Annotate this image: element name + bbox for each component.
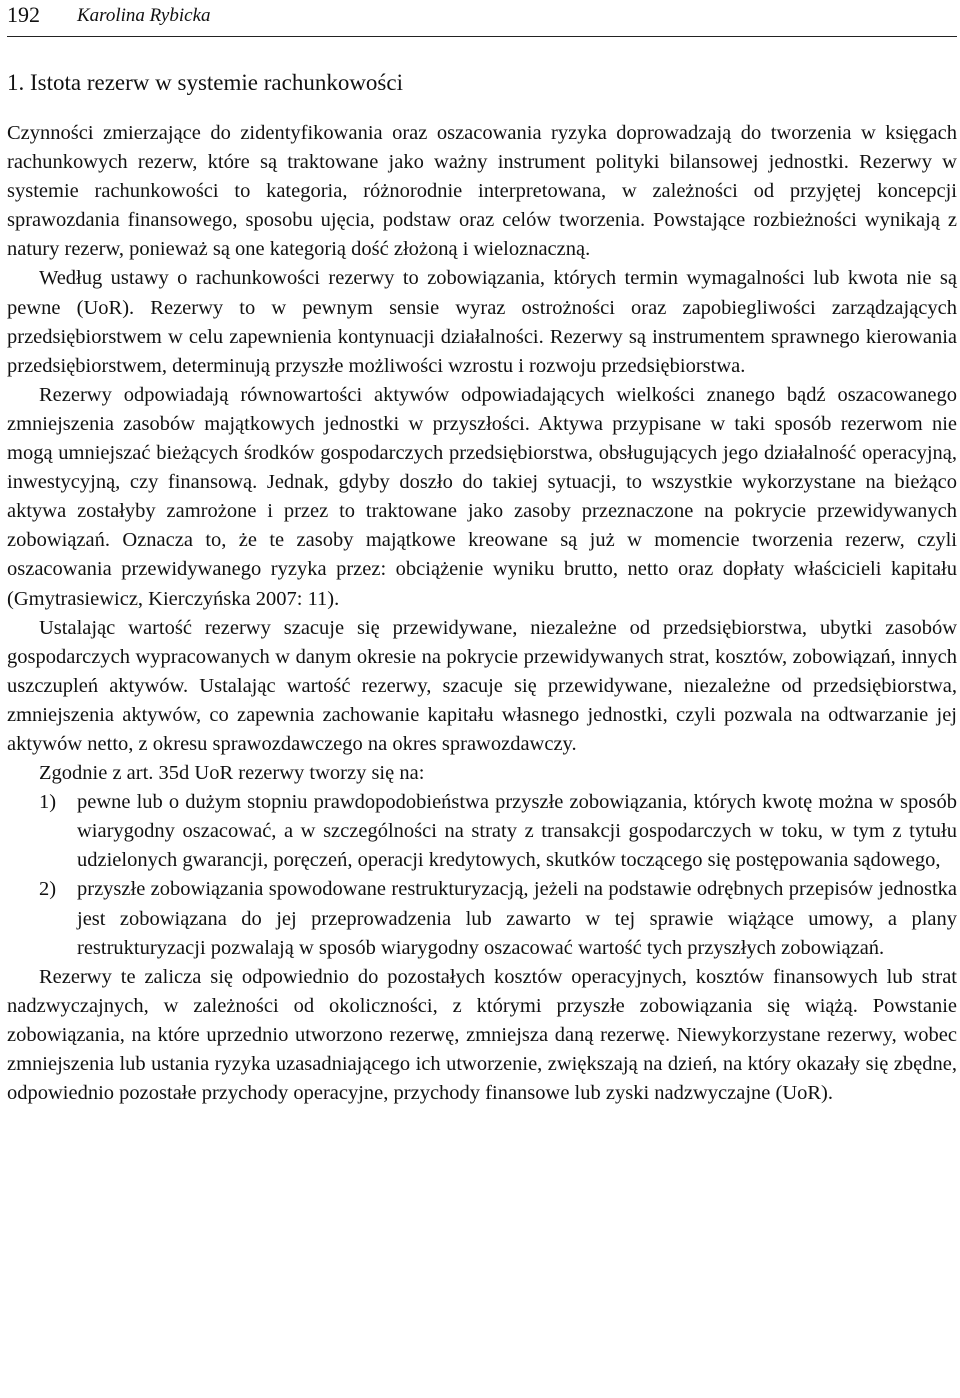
list-item [7,875,957,962]
paragraph-4: Ustalając wartość rezerwy szacuje się przewidywane, niezależne od przedsiębiorstwa, ubytki zasobów gospodarczych wypracowanych w danym okresie na pokrycie przewidywanych strat, kosztów, zobowiązań, innych uszczupleń aktywów. Ustalając wartość rezerwy, szacuje się przewidywane, niezależne od przedsiębiorstwa, zmniejszenia aktywów, co zapewnia zachowanie kapitału własnego jednostki, czyli pozwala na odtwarzanie jej aktywów netto, z okresu sprawozdawczego na okres sprawozdawczy. [7,616,957,755]
paragraph-3: Rezerwy odpowiadają równowartości aktywów odpowiadających wielkości znanego bądź oszacowanego zmniejszenia zasobów majątkowych jednostki w przyszłości. Aktywa przypisane w taki sposób rezerwom nie mogą umniejszać bieżących środków gospodarczych przedsiębiorstwa, obsługujących jego działalność operacyjną, inwestycyjną, czy finansową. Jednak, gdyby doszło do takiej sytuacji, to wszystkie wykorzystane na bieżąco aktywa zostałyby zamrożone i przez to traktowane jako zasoby przeznaczone na pokrycie przewidywanych zobowiązań. Oznacza to, że te zasoby majątkowe kreowane są już w momencie tworzenia rezerw, czyli oszacowania przewidywanego ryzyka przez: obciążenie wyniku brutto, netto oraz dopłaty właścicieli kapitału (Gmytrasiewicz, Kierczyńska 2007: 11). [7,383,957,610]
section-title: 1. Istota rezerw w systemie rachunkowości [7,70,403,95]
list-item-text: przyszłe zobowiązania spowodowane restrukturyzacją, jeżeli na podstawie odrębnych przepisów jednostka jest zobowiązana do jej przeprowadzenia lub zawarto w tej sprawie wiążące umowy, a plany restrukturyzacji pozwalają w sposób wiarygodny oszacować wartość tych przyszłych zobowiązań. [77,878,957,959]
paragraph-5: Zgodnie z art. 35d UoR rezerwy tworzy się na: [39,762,425,785]
list-marker: 1) [39,791,57,814]
running-header [7,2,957,37]
body-text [7,119,957,1108]
provisions-list [7,788,957,963]
list-item [7,788,957,875]
list-item-text: pewne lub o dużym stopniu prawdopodobieństwa przyszłe zobowiązania, których kwotę można w sposób wiarygodny oszacować, a w szczególności na straty z transakcji gospodarczych w toku, w tym z tytułu udzielonych gwarancji, poręczeń, operacji kredytowych, skutków toczącego się postępowania sądowego, [77,791,957,872]
list-marker: 2) [39,878,57,901]
author-name: Karolina Rybicka [77,5,211,26]
paragraph-1: Czynności zmierzające do zidentyfikowania oraz oszacowania ryzyka doprowadzają do tworzenia w księgach rachunkowych rezerw, które są traktowane jako ważny instrument polityki bilansowej jednostki. Rezerwy w systemie rachunkowości to kategoria, różnorodnie interpretowana, w zależności od przyjętej koncepcji sprawozdania finansowego, sposobu ujęcia, podstaw oraz celów tworzenia. Powstające rozbieżności wynikają z natury rezerw, ponieważ są one kategorią dość złożoną i wieloznaczną. [7,122,957,261]
page-number: 192 [7,2,40,27]
paragraph-6: Rezerwy te zalicza się odpowiednio do pozostałych kosztów operacyjnych, kosztów finansowych lub strat nadzwyczajnych, w zależności od okoliczności, z którymi przyszłe zobowiązania się wiążą. Powstanie zobowiązania, na które uprzednio utworzono rezerwę, zmniejsza daną rezerwę. Niewykorzystane rezerwy, wobec zmniejszenia lub ustania ryzyka uzasadniającego ich utworzenie, zwiększają na dzień, na który okazały się zbędne, odpowiednio pozostałe przychody operacyjne, przychody finansowe lub zyski nadzwyczajne (UoR). [7,965,957,1105]
paragraph-2: Według ustawy o rachunkowości rezerwy to zobowiązania, których termin wymagalności lub kwota nie są pewne (UoR). Rezerwy to w pewnym sensie wyraz ostrożności oraz zapobiegliwości zarządzających przedsiębiorstwem w celu zapewnienia kontynuacji działalności. Rezerwy są instrumentem sprawnego kierowania przedsiębiorstwem, determinują przyszłe możliwości wzrostu i rozwoju przedsiębiorstwa. [7,267,957,377]
